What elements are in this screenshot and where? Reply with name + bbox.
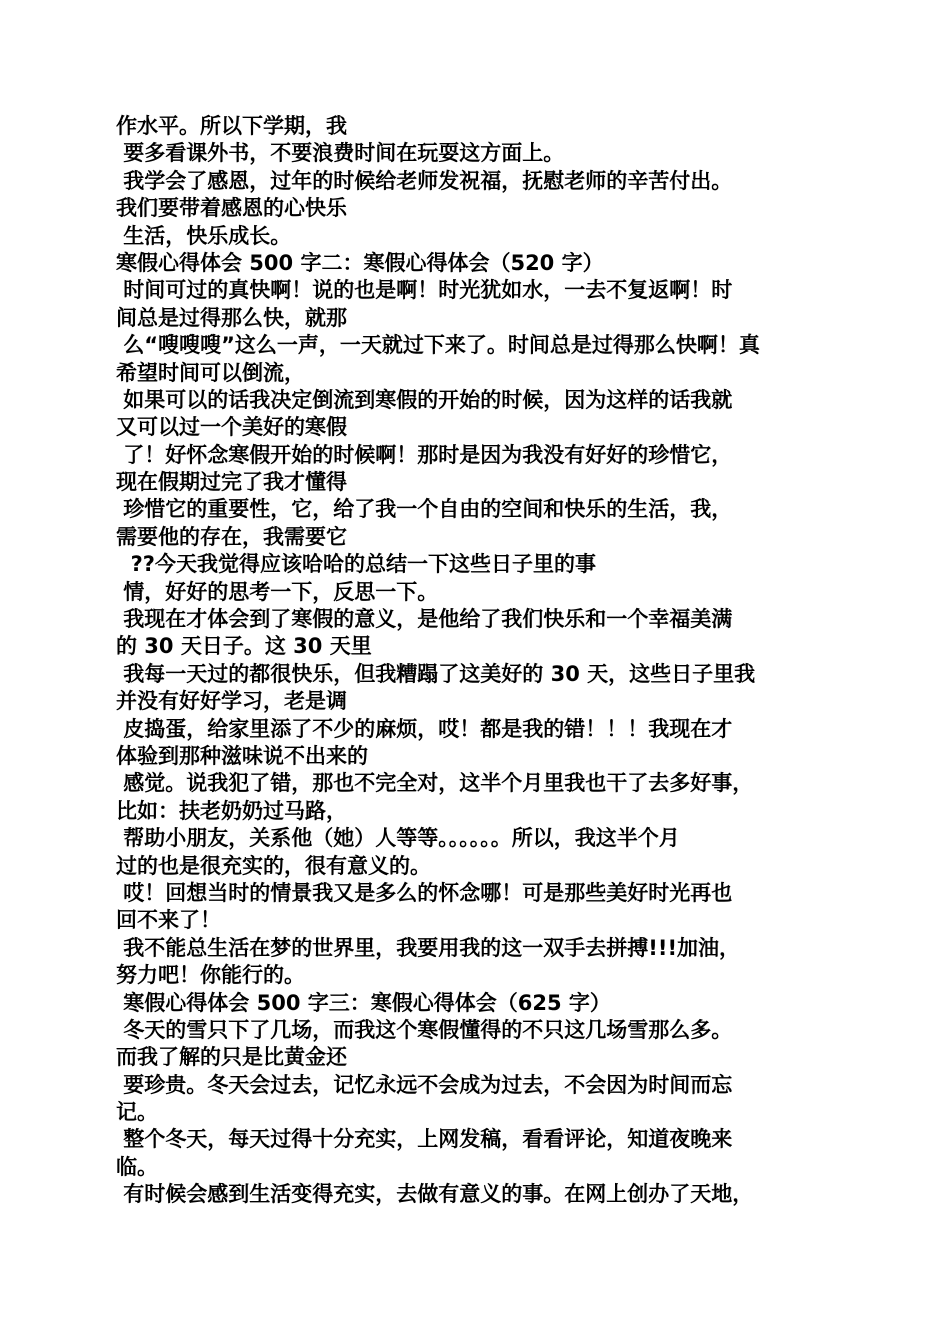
text-line: 并没有好好学习，老是调 [116, 689, 347, 714]
text-line: 要珍贵。冬天会过去，记忆永远不会成为过去，不会因为时间而忘 [116, 1072, 733, 1097]
text-line: 我不能总生活在梦的世界里，我要用我的这一双手去拼搏!!!加油， [116, 935, 741, 960]
text-line: 生活，快乐成长。 [116, 223, 292, 248]
text-line: 希望时间可以倒流， [116, 360, 305, 385]
text-line: 情，好好的思考一下，反思一下。 [116, 579, 439, 604]
text-line: 么“嗖嗖嗖”这么一声，一天就过下来了。时间总是过得那么快啊！真 [116, 333, 760, 358]
text-line: 回不来了！ [116, 908, 221, 933]
text-line: 记。 [116, 1100, 158, 1125]
text-line: 寒假心得体会 500 字二：寒假心得体会（520 字） [116, 250, 604, 275]
text-line: 比如：扶老奶奶过马路， [116, 798, 347, 823]
text-line: 我每一天过的都很快乐，但我糟蹋了这美好的 30 天，这些日子里我 [116, 661, 756, 686]
text-line: 需要他的存在，我需要它 [116, 524, 347, 549]
text-line: 冬天的雪只下了几场，而我这个寒假懂得的不只这几场雪那么多。 [116, 1017, 733, 1042]
text-line: 了！好怀念寒假开始的时候啊！那时是因为我没有好好的珍惜它， [116, 442, 733, 467]
text-line: 的 30 天日子。这 30 天里 [116, 634, 372, 659]
text-line: 努力吧！你能行的。 [116, 963, 305, 988]
text-line: 珍惜它的重要性，它，给了我一个自由的空间和快乐的生活，我， [116, 497, 733, 522]
text-line: 我们要带着感恩的心快乐 [116, 196, 347, 221]
text-line: 整个冬天，每天过得十分充实，上网发稿，看看评论，知道夜晚来 [116, 1127, 733, 1152]
text-line: 有时候会感到生活变得充实，去做有意义的事。在网上创办了天地， [116, 1182, 754, 1207]
text-line: 哎！回想当时的情景我又是多么的怀念哪！可是那些美好时光再也 [116, 880, 733, 905]
text-line: 过的也是很充实的，很有意义的。 [116, 853, 431, 878]
text-line: 要多看课外书，不要浪费时间在玩耍这方面上。 [116, 141, 565, 166]
text-line: 又可以过一个美好的寒假 [116, 415, 347, 440]
text-line: 我学会了感恩，过年的时候给老师发祝福，抚慰老师的辛苦付出。 [116, 168, 733, 193]
text-line: 体验到那种滋味说不出来的 [116, 743, 368, 768]
text-line: 时间可过的真快啊！说的也是啊！时光犹如水，一去不复返啊！时 [116, 278, 733, 303]
text-line: 而我了解的只是比黄金还 [116, 1045, 347, 1070]
text-line: 皮捣蛋，给家里添了不少的麻烦，哎！都是我的错！！！我现在才 [116, 716, 733, 741]
text-line: 感觉。说我犯了错，那也不完全对，这半个月里我也干了去多好事， [116, 771, 754, 796]
document-body [116, 113, 846, 1209]
text-line: 我现在才体会到了寒假的意义，是他给了我们快乐和一个幸福美满 [116, 607, 733, 632]
text-line: 临。 [116, 1154, 158, 1179]
text-line: 作水平。所以下学期，我 [116, 114, 347, 138]
text-line: 寒假心得体会 500 字三：寒假心得体会（625 字） [116, 990, 611, 1015]
text-line: ??今天我觉得应该哈哈的总结一下这些日子里的事 [116, 552, 596, 577]
text-line: 如果可以的话我决定倒流到寒假的开始的时候，因为这样的话我就 [116, 387, 733, 412]
text-line: 间总是过得那么快，就那 [116, 305, 347, 330]
text-line: 帮助小朋友，关系他（她）人等等。。。。。。所以，我这半个月 [116, 826, 680, 851]
text-line: 现在假期过完了我才懂得 [116, 470, 347, 495]
